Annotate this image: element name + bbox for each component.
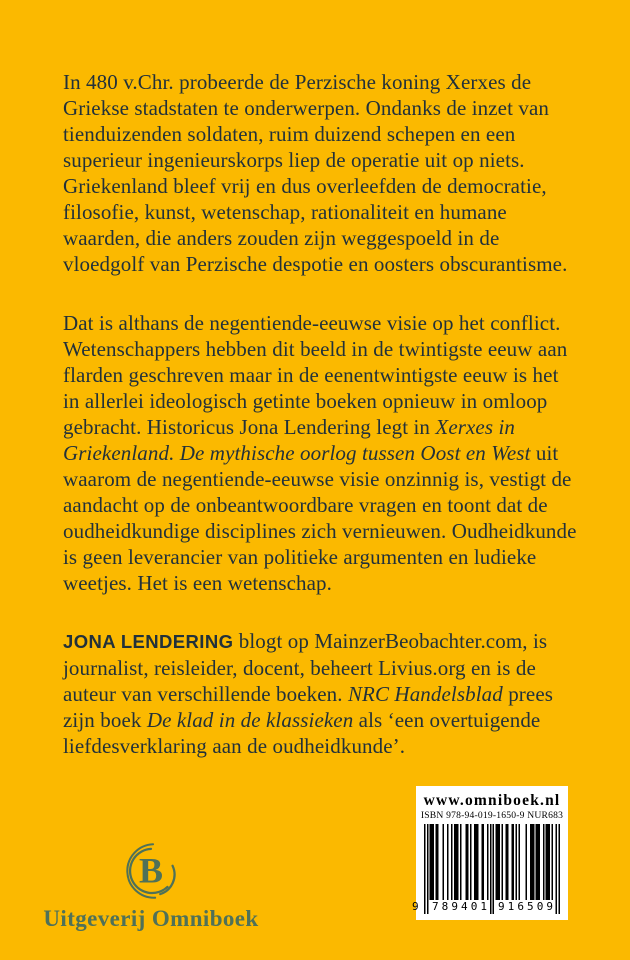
ean-left-group: 7 8 9 4 0 1 bbox=[432, 900, 487, 913]
ean13-barcode bbox=[412, 824, 560, 920]
author-bio bbox=[63, 628, 577, 759]
ean-first-digit: 9 bbox=[412, 900, 419, 913]
italic-title-run: Xerxes in Griekenland. De mythische oorlog tussen Oost en West bbox=[63, 415, 531, 465]
text-run: blogt op MainzerBeobachter.com, is journalist, reisleider, docent, beheert Livius.org en is de auteur van verschillende boeken. bbox=[63, 629, 548, 706]
omniboek-logo-icon bbox=[114, 840, 188, 904]
logo-letter: B bbox=[139, 850, 163, 891]
text-run: als ‘een overtuigende liefdesverklaring aan de oudheidkunde’. bbox=[63, 708, 541, 758]
text-run: prees zijn boek bbox=[63, 682, 554, 732]
synopsis-paragraph-1 bbox=[63, 69, 577, 277]
italic-title-run: De klad in de klassieken bbox=[146, 708, 354, 732]
author-name-run: JONA LENDERING bbox=[63, 631, 234, 652]
ean-right-group: 9 1 6 5 0 9 bbox=[498, 900, 553, 913]
publisher-website-url: www.omniboek.nl bbox=[423, 792, 561, 809]
publisher-name: Uitgeverij Omniboek bbox=[43, 906, 259, 931]
text-run: Dat is althans de negentiende-eeuwse visie op het conflict. Wetenschappers hebben dit beeld in de twintigste eeuw aan flarden geschreven maar in de eenentwintigste eeuw is het in allerlei ideologisch getinte boeken opnieuw in omloop gebracht. Historicus Jona Lendering legt in bbox=[63, 311, 568, 439]
barcode-panel bbox=[412, 786, 568, 920]
italic-title-run: NRC Handelsblad bbox=[347, 682, 503, 706]
publisher-logo-block bbox=[40, 840, 262, 932]
text-run: In 480 v.Chr. probeerde de Perzische koning Xerxes de Griekse stadstaten te onderwerpen. Ondanks de inzet van tienduizenden soldaten, ruim duizend schepen en een superieur ingenieurskorps liep de operatie uit op niets. Griekenland bleef vrij en dus overleefden de democratie, filosofie, kunst, wetenschap, rationaliteit en humane waarden, die anders zouden zijn weggespoeld in de vloedgolf van Perzische despotie en oosters obscurantisme. bbox=[63, 70, 568, 276]
text-run: uit waarom de negentiende-eeuwse visie onzinnig is, vestigt de aandacht op de onbeantwoordbare vragen en toont dat de oudheidkundige disciplines zich vernieuwen. Oudheidkunde is geen leverancier van politieke argumenten en ludieke weetjes. Het is een wetenschap. bbox=[63, 441, 577, 595]
isbn-nur-label: ISBN 978-94-019-1650-9 NUR683 bbox=[420, 810, 564, 821]
synopsis-paragraph-2 bbox=[63, 310, 577, 596]
ean13-digits bbox=[412, 900, 560, 913]
